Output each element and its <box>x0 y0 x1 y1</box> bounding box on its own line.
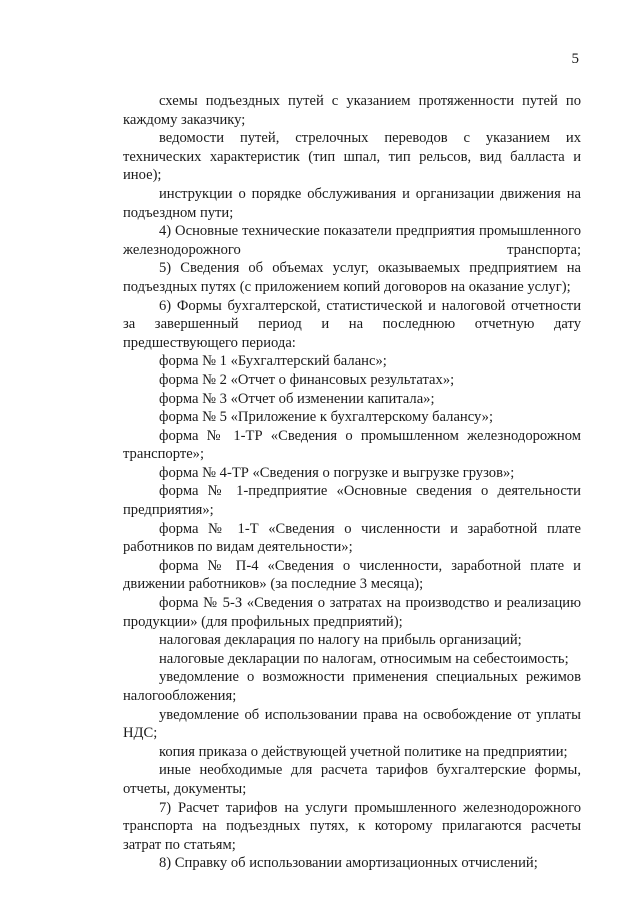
paragraph-form-1-enterprise: форма № 1-предприятие «Основные сведения о деятельности предприятия»; <box>123 483 581 519</box>
paragraph-access-roads-schemes: схемы подъездных путей с указанием протяженности путей по каждому заказчику; <box>123 93 581 128</box>
paragraph-form-2: форма № 2 «Отчет о финансовых результатах»; <box>159 371 455 388</box>
paragraph-item-7: 7) Расчет тарифов на услуги промышленного железнодорожного транспорта на подъездных путях, к которому прилагаются расчеты затрат по статьям; <box>123 799 581 853</box>
paragraph-form-1: форма № 1 «Бухгалтерский баланс»; <box>159 353 387 370</box>
paragraph-form-p-4: форма № П-4 «Сведения о численности, заработной плате и движении работников» (за последние 3 месяца); <box>123 557 581 593</box>
paragraph-item-6: 6) Формы бухгалтерской, статистической и налоговой отчетности за завершенный период и на последнюю отчетную дату предшествующего периода: <box>123 297 581 351</box>
paragraph-other-forms: иные необходимые для расчета тарифов бухгалтерские формы, отчеты, документы; <box>123 762 581 797</box>
paragraph-form-3: форма № 3 «Отчет об изменении капитала»; <box>159 390 435 407</box>
paragraph-cost-tax-declarations: налоговые декларации по налогам, относимым на себестоимость; <box>159 650 569 667</box>
paragraph-track-statements: ведомости путей, стрелочных переводов с указанием их технических характеристик (тип шпал, тип рельсов, вид балласта и иное); <box>123 130 581 184</box>
document-body <box>123 92 581 873</box>
paragraph-service-instructions: инструкции о порядке обслуживания и организации движения на подъездном пути; <box>123 185 581 221</box>
paragraph-profit-tax-declaration: налоговая декларация по налогу на прибыль организаций; <box>159 632 522 649</box>
paragraph-vat-exemption-notice: уведомление об использовании права на освобождение от уплаты НДС; <box>123 706 581 742</box>
paragraph-form-5: форма № 5 «Приложение к бухгалтерскому балансу»; <box>159 409 494 426</box>
paragraph-form-1-t: форма № 1-Т «Сведения о численности и заработной плате работников по видам деятельности»; <box>123 520 581 556</box>
paragraph-accounting-policy-order: копия приказа о действующей учетной политике на предприятии; <box>159 743 568 760</box>
paragraph-form-4-tr: форма № 4-ТР «Сведения о погрузке и выгрузке грузов»; <box>159 464 515 481</box>
paragraph-form-1-tr: форма № 1-ТР «Сведения о промышленном железнодорожном транспорте»; <box>123 427 581 463</box>
paragraph-item-8: 8) Справку об использовании амортизационных отчислений; <box>159 855 538 872</box>
paragraph-item-4: 4) Основные технические показатели предприятия промышленного железнодорожного транспорта; <box>123 223 581 258</box>
paragraph-form-5-z: форма № 5-З «Сведения о затратах на производство и реализацию продукции» (для профильных предприятий); <box>123 595 581 630</box>
paragraph-special-regimes-notice: уведомление о возможности применения специальных режимов налогообложения; <box>123 669 581 704</box>
page-number: 5 <box>571 51 579 67</box>
paragraph-item-5: 5) Сведения об объемах услуг, оказываемых предприятием на подъездных путях (с приложением копий договоров на оказание услуг); <box>123 260 581 295</box>
